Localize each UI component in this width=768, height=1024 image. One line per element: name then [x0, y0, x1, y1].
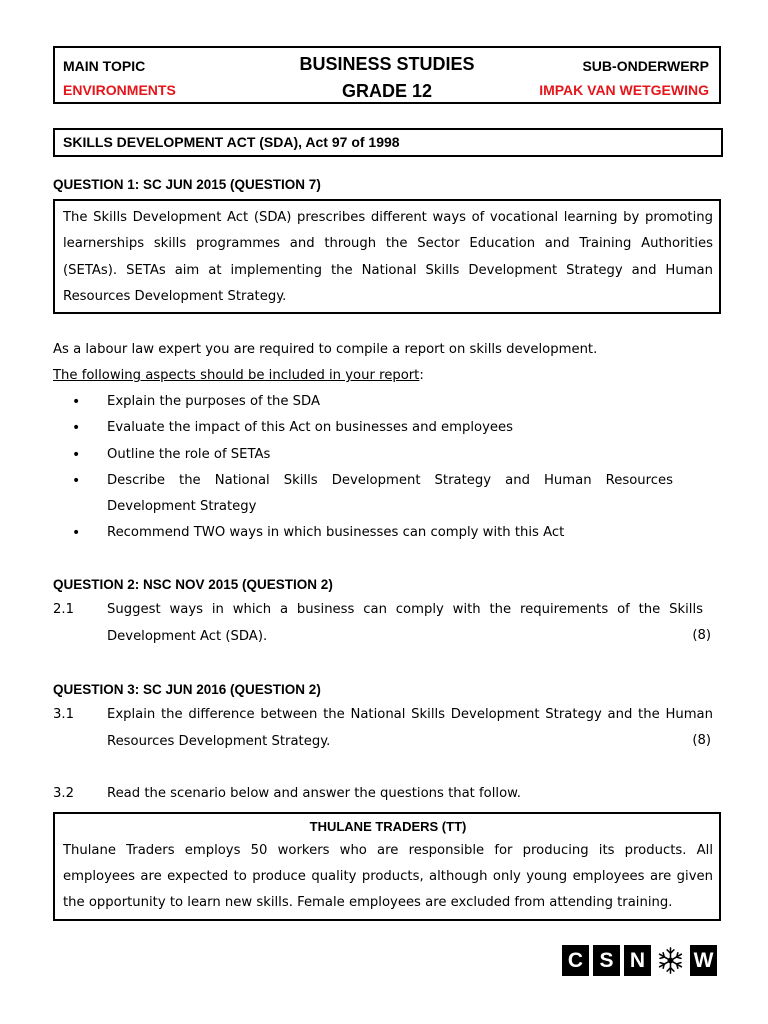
question-number: 3.1: [53, 707, 74, 722]
list-item: • Evaluate the impact of this Act on businesses and employees: [53, 415, 673, 441]
list-item: • Describe the National Skills Development Strategy and Human Resources Development Strategy: [53, 468, 673, 521]
subject-title: BUSINESS STUDIES: [299, 54, 475, 74]
question-marks: (8): [692, 733, 711, 748]
logo-letter: S: [593, 945, 620, 976]
aspects-list: [53, 389, 673, 547]
scenario-text: Thulane Traders employs 50 workers who are responsible for producing its products. All employees are expected to produce quality products, although only young employees are given the opportunity to learn new skills. Female employees are excluded from attending training.: [63, 843, 713, 910]
sub-topic-value: IMPAK VAN WETGEWING: [539, 82, 709, 98]
question-1-aspects: [53, 363, 721, 389]
header-box: [53, 46, 721, 104]
question-2-1: [53, 597, 713, 651]
logo-letter: N: [624, 945, 651, 976]
scenario-box: [53, 812, 721, 921]
question-text: Suggest ways in which a business can comply with the requirements of the Skills Development Act (SDA).: [107, 602, 703, 644]
question-number: 3.2: [53, 786, 74, 801]
question-3-1: [53, 702, 713, 756]
scenario-title: THULANE TRADERS (TT): [309, 819, 467, 834]
main-topic-value: ENVIRONMENTS: [63, 82, 176, 98]
question-2-heading: QUESTION 2: NSC NOV 2015 (QUESTION 2): [53, 577, 333, 592]
list-item: • Explain the purposes of the SDA: [53, 389, 673, 415]
act-title: SKILLS DEVELOPMENT ACT (SDA), Act 97 of 1998: [53, 128, 723, 157]
sub-topic-label: SUB-ONDERWERP: [582, 58, 709, 74]
main-topic-label: MAIN TOPIC: [63, 58, 146, 74]
question-number: 2.1: [53, 602, 74, 617]
question-1-context-box: [53, 199, 721, 314]
snowflake-icon: [655, 945, 686, 976]
question-marks: (8): [692, 628, 711, 643]
aspects-colon: :: [419, 368, 424, 383]
question-1-context: The Skills Development Act (SDA) prescribes different ways of vocational learning by promoting learnerships skills programmes and through the Sector Education and Training Authorities (SETAs). SETAs aim at implementing the National Skills Development Strategy and Human Resources Development Strategy.: [63, 210, 713, 304]
list-item: • Outline the role of SETAs: [53, 442, 673, 468]
logo-letter: W: [690, 945, 717, 976]
question-3-heading: QUESTION 3: SC JUN 2016 (QUESTION 2): [53, 682, 321, 697]
question-text: Read the scenario below and answer the questions that follow.: [107, 786, 521, 801]
question-1-heading: QUESTION 1: SC JUN 2015 (QUESTION 7): [53, 177, 321, 192]
list-item: • Recommend TWO ways in which businesses can comply with this Act: [53, 520, 673, 546]
question-3-2: [53, 781, 713, 808]
grade-title: GRADE 12: [341, 81, 433, 101]
aspects-label: The following aspects should be included in your report: [53, 368, 420, 383]
logo-letter: C: [562, 945, 589, 976]
question-text: Explain the difference between the National Skills Development Strategy and the Human Resources Development Strategy.: [107, 707, 713, 749]
csnow-logo: [562, 945, 717, 976]
question-1-intro: As a labour law expert you are required to compile a report on skills development.: [53, 342, 598, 357]
sub-topic: [539, 54, 709, 102]
